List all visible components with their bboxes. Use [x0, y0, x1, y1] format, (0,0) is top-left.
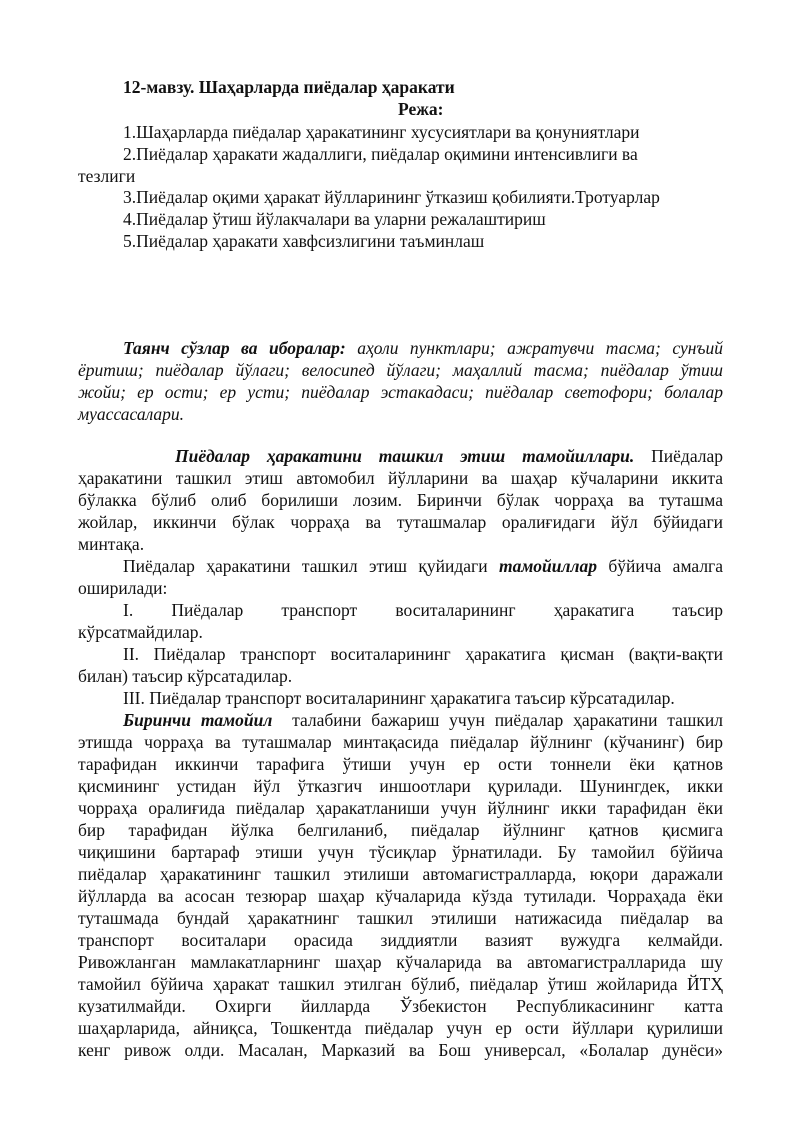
plan-item-5: 5.Пиёдалар ҳаракати хавфсизлигини таъминлаш — [123, 231, 485, 251]
keywords-label: Таянч сўзлар ва иборалар: — [123, 338, 346, 358]
principle-1-line-2: кўрсатмайдилар. — [78, 622, 203, 642]
principles-line-3: бўлакка бўлиб олиб борилиши лозим. Биринчи бўлак чорраҳа ва туташма — [78, 490, 723, 510]
keywords-line-2: ёритиш; пиёдалар йўлаги; велосипед йўлаги; маҳаллий тасма; пиёдалар ўтиш — [78, 360, 723, 380]
first-principle-line-16: кенг ривож олди. Масалан, Марказий ва Бош универсал, «Болалар дунёси» — [78, 1040, 723, 1060]
first-principle-line-1: Биринчи тамойил талабини бажариш учун пиёдалар ҳаракатини ташкил — [123, 710, 724, 730]
principles-line-5: минтақа. — [78, 534, 145, 554]
first-principle-line-6: бир тарафидан йўлка белгиланиб, пиёдалар йўлнинг қатнов қисмига — [78, 820, 723, 840]
principles-term: тамойиллар — [498, 556, 597, 576]
first-principle-label: Биринчи тамойил — [123, 710, 273, 730]
principle-2-line-2: билан) таъсир кўрсатадилар. — [78, 666, 293, 686]
first-principle-line-12: Ривожланган мамлакатларнинг шаҳар кўчаларида ва автомагистралларида шу — [78, 952, 723, 972]
plan-item-4: 4.Пиёдалар ўтиш йўлакчалари ва уларни режалаштириш — [123, 209, 546, 229]
first-principle-line-4: қисмининг устидан йўл ўтказгич иншоотлари қурилади. Шунингдек, икки — [78, 776, 723, 796]
keywords-line-4: муассасалари. — [78, 404, 185, 424]
first-principle-line-5: чорраҳа оралиғида пиёдалар ҳаракатланиши учун йўлнинг икки тарафидан ёки — [78, 798, 723, 818]
first-principle-line-14: кузатилмайди. Охирги йилларда Ўзбекистон Республикасининг катта — [78, 996, 723, 1016]
plan-item-1: 1.Шаҳарларда пиёдалар ҳаракатининг хусусиятлари ва қонуниятлари — [123, 122, 640, 142]
principle-2-line-1: II. Пиёдалар транспорт воситаларининг ҳаракатига қисман (вақти-вақти — [123, 644, 723, 664]
keywords-line-3: жойи; ер ости; ер усти; пиёдалар эстакадаси; пиёдалар светофори; болалар — [78, 382, 723, 402]
principles-line-1: Пиёдалар ҳаракатини ташкил этиш тамойиллари. Пиёдалар — [175, 446, 723, 466]
first-principle-line-7: чиқишини бартараф этиши учун тўсиқлар ўрнатилади. Бу тамойил бўйича — [78, 842, 723, 862]
principle-1-line-1: I. Пиёдалар транспорт воситаларининг ҳаракатига таъсир — [123, 600, 723, 620]
first-principle-line-10: туташмада бундай ҳаракатнинг ташкил этилиши натижасида пиёдалар ва — [78, 908, 723, 928]
paragraph-2-line-1: Пиёдалар ҳаракатини ташкил этиш қуйидаги тамойиллар бўйича амалга — [123, 556, 724, 576]
paragraph-2-line-2: оширилади: — [78, 578, 168, 598]
plan-item-2-continued: тезлиги — [78, 166, 136, 186]
plan-item-2: 2.Пиёдалар ҳаракати жадаллиги, пиёдалар оқимини интенсивлиги ва — [123, 144, 638, 164]
principles-heading: Пиёдалар ҳаракатини ташкил этиш тамойиллари. — [175, 446, 635, 466]
first-principle-line-15: шаҳарларида, айниқса, Тошкентда пиёдалар учун ер ости йўллари қурилиши — [78, 1018, 723, 1038]
first-principle-line-9: йўлларда ва асосан тезюрар шаҳар кўчаларида кўзда тутилади. Чорраҳада ёки — [78, 886, 723, 906]
topic-title: 12-мавзу. Шаҳарларда пиёдалар ҳаракати — [123, 77, 455, 97]
principles-line-2: ҳаракатини ташкил этиш автомобил йўлларини ва шаҳар кўчаларини иккита — [78, 468, 723, 488]
first-principle-line-11: транспорт воситалари орасида зиддиятли вазият вужудга келмайди. — [78, 930, 723, 950]
keywords-line-1: Таянч сўзлар ва иборалар: аҳоли пунктлари; ажратувчи тасма; сунъий — [123, 338, 723, 358]
first-principle-line-8: пиёдалар ҳаракатининг ташкил этилиши автомагистралларда, юқори даражали — [78, 864, 723, 884]
first-principle-line-13: тамойил бўйича ҳаракат ташкил этилган бўлиб, пиёдалар ўтиш жойларида ЙТҲ — [78, 974, 723, 994]
plan-item-3: 3.Пиёдалар оқими ҳаракат йўлларининг ўтказиш қобилияти.Тротуарлар — [123, 187, 660, 207]
plan-label: Режа: — [398, 99, 444, 119]
first-principle-line-2: этишда чорраҳа ва туташмалар минтақасида пиёдалар йўлнинг (кўчанинг) бир — [78, 732, 723, 752]
principle-3-line-1: III. Пиёдалар транспорт воситаларининг ҳаракатига таъсир кўрсатадилар. — [123, 688, 675, 708]
principles-line-4: жойлар, иккинчи бўлак чорраҳа ва туташмалар оралиғидаги йўл бўйидаги — [78, 512, 723, 532]
first-principle-line-3: тарафидан иккинчи тарафига ўтиши учун ер ости тоннели ёки қатнов — [78, 754, 723, 774]
